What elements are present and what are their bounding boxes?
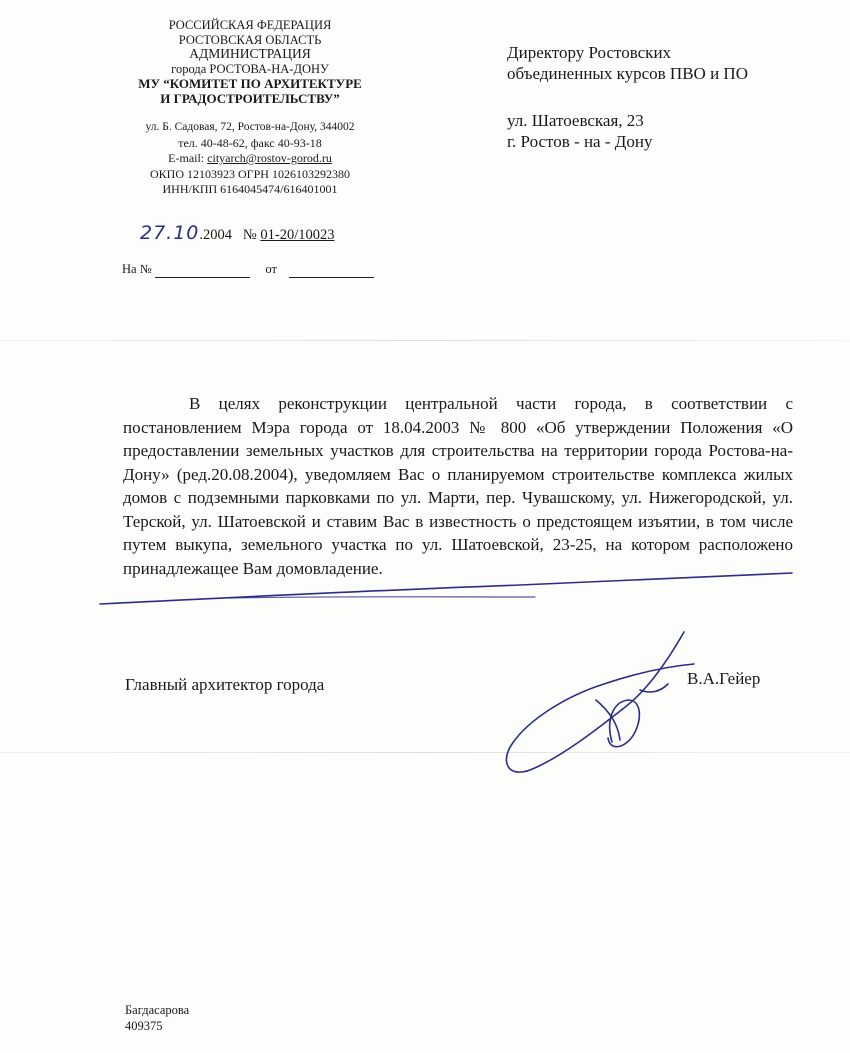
handwritten-underline-short	[230, 597, 535, 598]
date-year: .2004	[199, 227, 233, 243]
sender-org-line1: МУ “КОМИТЕТ ПО АРХИТЕКТУРЕ	[138, 76, 362, 91]
sender-inn: ИНН/КПП 6164045474/616401001	[162, 182, 338, 196]
sender-address: ул. Б. Садовая, 72, Ростов-на-Дону, 344002	[145, 121, 355, 133]
sender-email: cityarch@rostov-gorod.ru	[207, 151, 332, 165]
paper-fold-line	[0, 340, 850, 341]
sender-contacts	[95, 120, 405, 198]
sender-country: РОССИЙСКАЯ ФЕДЕРАЦИЯ	[168, 18, 332, 32]
footer-author	[125, 1002, 189, 1034]
recipient-line2: объединенных курсов ПВО и ПО	[507, 64, 748, 83]
paper-fold-line	[0, 752, 850, 753]
outgoing-number: 01-20/10023	[260, 227, 335, 243]
sender-phone: тел. 40-48-62, факс 40-93-18	[178, 135, 322, 150]
recipient-city: г. Ростов - на - Дону	[507, 132, 653, 151]
sender-administration: АДМИНИСТРАЦИЯ	[189, 46, 311, 61]
recipient-block	[507, 42, 827, 152]
recipient-street: ул. Шатоевская, 23	[507, 111, 644, 130]
recipient-line1: Директору Ростовских	[507, 43, 672, 62]
sender-city: города РОСТОВА-НА-ДОНУ	[171, 61, 329, 76]
sender-letterhead	[95, 18, 405, 198]
letter-body: В целях реконструкции центральной части города, в соответствии с постановлением Мэра города от 18.04.2003 № 800 «Об утверждении Положения «О предоставлении земельных участков для строительства на территории города Ростова-на-Дону» (ред.20.08.2004), уведомляем Вас о планируемом строительстве комплекса жилых домов с подземными парковками по ул. Марти, пер. Чувашскому, ул. Нижегородской, ул. Терской, ул. Шатоевской и ставим Вас в известность о предстоящем изъятии, в том числе путем выкупа, земельного участка по ул. Шатоевской, 23-25, на котором расположено принадлежащее Вам домовладение.	[123, 394, 793, 578]
outgoing-date-number	[140, 222, 334, 244]
sender-email-line	[95, 151, 405, 167]
footer-author-phone: 409375	[125, 1019, 163, 1033]
reference-line	[122, 262, 374, 278]
reference-number-blank	[155, 262, 250, 278]
reference-date-blank	[289, 262, 374, 278]
sender-org-line2: И ГРАДОСТРОИТЕЛЬСТВУ”	[160, 91, 340, 106]
signer-name: В.А.Гейер	[687, 669, 761, 688]
number-label: №	[242, 227, 257, 243]
handwritten-date: 27.10	[140, 222, 200, 244]
sender-region: РОСТОВСКАЯ ОБЛАСТЬ	[178, 32, 322, 47]
reference-date-label: от	[265, 262, 277, 276]
sender-email-label: E-mail:	[168, 151, 208, 165]
reference-number-label: На №	[122, 262, 152, 276]
footer-author-name: Багдасарова	[125, 1003, 190, 1017]
signer-title: Главный архитектор города	[125, 675, 325, 694]
sender-okpo: ОКПО 12103923 ОГРН 1026103292380	[150, 166, 350, 181]
